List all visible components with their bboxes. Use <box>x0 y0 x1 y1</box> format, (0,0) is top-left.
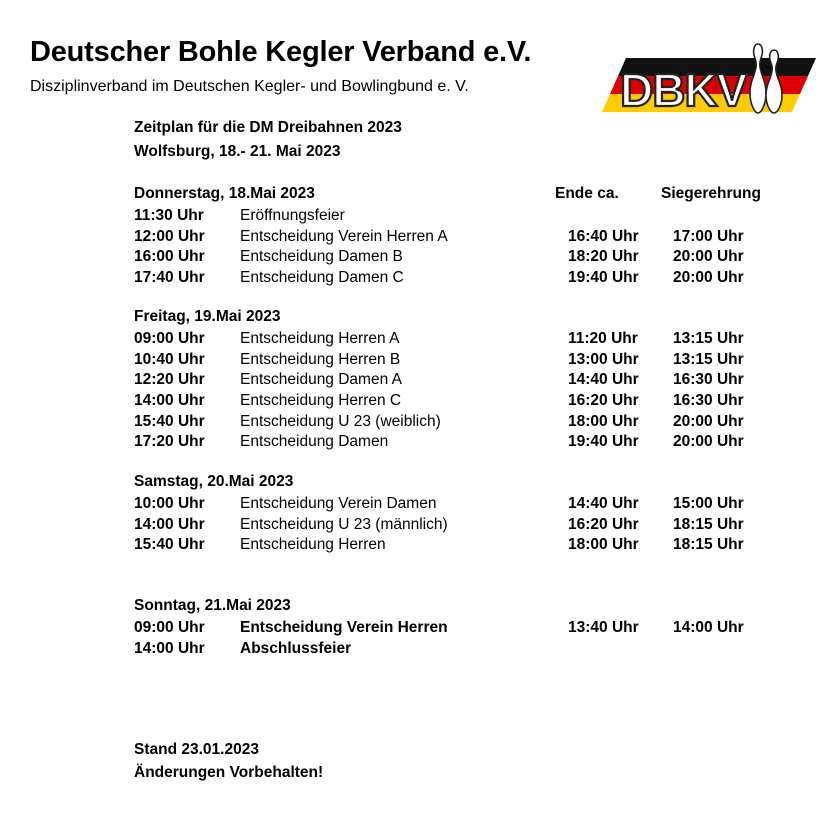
start-time: 17:40 Uhr <box>134 268 205 286</box>
award-time: 14:00 Uhr <box>673 619 744 637</box>
start-time: 09:00 Uhr <box>134 330 205 348</box>
end-time: 18:00 Uhr <box>568 536 639 554</box>
dbkv-logo <box>598 40 818 118</box>
start-time: 12:00 Uhr <box>134 227 205 245</box>
schedule-title: Zeitplan für die DM Dreibahnen 2023 <box>134 119 402 136</box>
start-time: 14:00 Uhr <box>134 515 205 533</box>
start-time: 16:00 Uhr <box>134 248 205 266</box>
award-time: 20:00 Uhr <box>673 433 744 451</box>
column-header-end: Ende ca. <box>555 185 619 202</box>
end-time: 14:40 Uhr <box>568 371 639 389</box>
event-name: Entscheidung Herren A <box>240 330 400 348</box>
status-date: Stand 23.01.2023 <box>134 741 259 758</box>
event-name: Entscheidung Damen B <box>240 248 403 266</box>
award-time: 16:30 Uhr <box>673 371 744 389</box>
award-time: 20:00 Uhr <box>673 412 744 430</box>
award-time: 13:15 Uhr <box>673 350 744 368</box>
event-name: Abschlussfeier <box>240 639 352 657</box>
day-title: Donnerstag, 18.Mai 2023 <box>134 185 315 202</box>
award-time: 18:15 Uhr <box>673 536 744 554</box>
start-time: 15:40 Uhr <box>134 536 205 554</box>
event-name: Entscheidung Verein Herren <box>240 619 448 637</box>
end-time: 19:40 Uhr <box>568 433 639 451</box>
end-time: 16:20 Uhr <box>568 391 639 409</box>
award-time: 18:15 Uhr <box>673 515 744 533</box>
day-title: Sonntag, 21.Mai 2023 <box>134 597 291 614</box>
event-name: Entscheidung Herren C <box>240 391 402 409</box>
event-name: Entscheidung Herren <box>240 536 386 554</box>
award-time: 20:00 Uhr <box>673 248 744 266</box>
event-name: Entscheidung Verein Damen <box>240 495 437 513</box>
organization-title: Deutscher Bohle Kegler Verband e.V. <box>30 36 532 68</box>
start-time: 14:00 Uhr <box>134 391 205 409</box>
event-name: Entscheidung Damen C <box>240 268 404 286</box>
event-name: Entscheidung Damen <box>240 433 389 451</box>
end-time: 11:20 Uhr <box>568 330 638 348</box>
organization-subtitle: Disziplinverband im Deutschen Kegler- und Bowlingbund e. V. <box>30 78 469 95</box>
award-time: 16:30 Uhr <box>673 391 744 409</box>
end-time: 19:40 Uhr <box>568 268 639 286</box>
column-header-award: Siegerehrung <box>661 185 761 202</box>
award-time: 13:15 Uhr <box>673 330 744 348</box>
award-time: 15:00 Uhr <box>673 495 744 513</box>
start-time: 11:30 Uhr <box>134 207 204 225</box>
award-time: 20:00 Uhr <box>673 268 744 286</box>
start-time: 17:20 Uhr <box>134 433 205 451</box>
start-time: 14:00 Uhr <box>134 639 205 657</box>
start-time: 10:00 Uhr <box>134 495 205 513</box>
day-title: Freitag, 19.Mai 2023 <box>134 308 281 325</box>
event-name: Eröffnungsfeier <box>240 207 345 225</box>
logo-text: DBKV <box>620 64 747 116</box>
end-time: 13:00 Uhr <box>568 350 639 368</box>
end-time: 14:40 Uhr <box>568 495 639 513</box>
end-time: 16:20 Uhr <box>568 515 639 533</box>
schedule-location-date: Wolfsburg, 18.- 21. Mai 2023 <box>134 143 341 160</box>
start-time: 12:20 Uhr <box>134 371 205 389</box>
end-time: 16:40 Uhr <box>568 227 639 245</box>
end-time: 18:00 Uhr <box>568 412 639 430</box>
end-time: 13:40 Uhr <box>568 619 639 637</box>
award-time: 17:00 Uhr <box>673 227 744 245</box>
changes-notice: Änderungen Vorbehalten! <box>134 764 324 781</box>
event-name: Entscheidung U 23 (weiblich) <box>240 412 441 430</box>
start-time: 15:40 Uhr <box>134 412 205 430</box>
start-time: 10:40 Uhr <box>134 350 205 368</box>
day-title: Samstag, 20.Mai 2023 <box>134 473 294 490</box>
event-name: Entscheidung Herren B <box>240 350 401 368</box>
event-name: Entscheidung U 23 (männlich) <box>240 515 448 533</box>
event-name: Entscheidung Verein Herren A <box>240 227 448 245</box>
event-name: Entscheidung Damen A <box>240 371 402 389</box>
start-time: 09:00 Uhr <box>134 619 205 637</box>
end-time: 18:20 Uhr <box>568 248 639 266</box>
